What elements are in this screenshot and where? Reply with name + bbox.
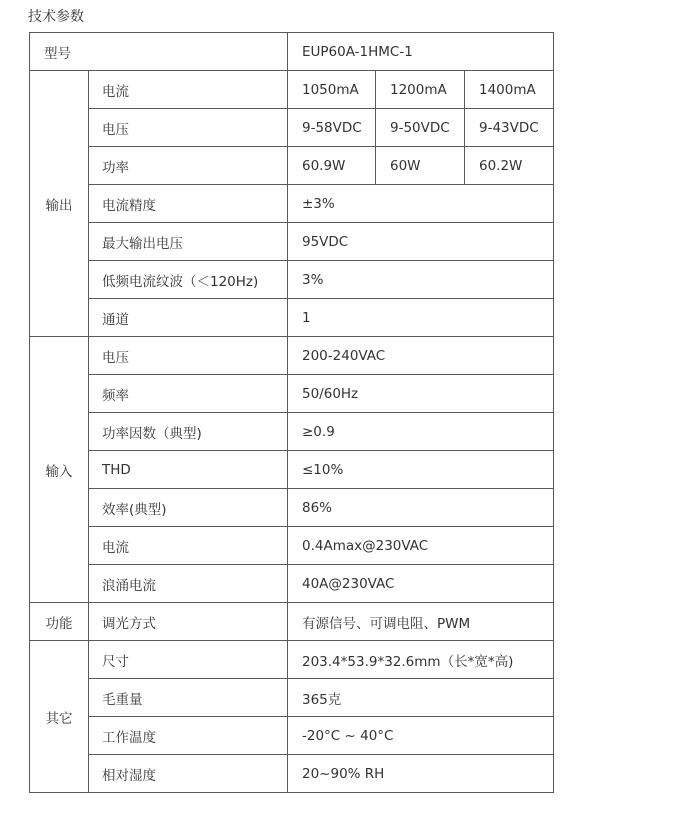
row-label: 低频电流纹波（＜120Hz) [89,261,288,299]
row-label: 电流精度 [89,185,288,223]
table-row [30,679,554,717]
row-label: 调光方式 [89,603,288,641]
table-row [30,565,554,603]
cell-value: 20~90% RH [288,755,554,793]
table-row [30,375,554,413]
row-label: 功率因数（典型) [89,413,288,451]
cell-value: 203.4*53.9*32.6mm（长*宽*高) [288,641,554,679]
cell-value: 60.9W [288,147,376,185]
cell-value: 0.4Amax@230VAC [288,527,554,565]
table-row [30,261,554,299]
row-label: 电流 [89,71,288,109]
row-label: 电流 [89,527,288,565]
cell-value: 86% [288,489,554,527]
row-label: 最大输出电压 [89,223,288,261]
table-row [30,527,554,565]
cell-value: 3% [288,261,554,299]
model-value: EUP60A-1HMC-1 [288,33,554,71]
group-label-input: 输入 [30,337,89,603]
row-label: 尺寸 [89,641,288,679]
cell-value: 200-240VAC [288,337,554,375]
table-row [30,489,554,527]
row-label: 通道 [89,299,288,337]
table-row [30,413,554,451]
table-row [30,337,554,375]
table-row [30,185,554,223]
cell-value: 60W [376,147,465,185]
cell-value: 1050mA [288,71,376,109]
cell-value: 50/60Hz [288,375,554,413]
table-row [30,109,554,147]
group-label-output: 输出 [30,71,89,337]
row-label: 电压 [89,337,288,375]
cell-value: 365克 [288,679,554,717]
table-row [30,147,554,185]
row-label: THD [89,451,288,489]
cell-value: 9-58VDC [288,109,376,147]
row-label: 工作温度 [89,717,288,755]
cell-value: 9-50VDC [376,109,465,147]
table-row [30,755,554,793]
table-row [30,641,554,679]
row-label: 频率 [89,375,288,413]
cell-value: ≥0.9 [288,413,554,451]
row-label: 毛重量 [89,679,288,717]
table-row [30,71,554,109]
row-label: 浪涌电流 [89,565,288,603]
cell-value: 有源信号、可调电阻、PWM [288,603,554,641]
cell-value: -20°C ~ 40°C [288,717,554,755]
group-label-other: 其它 [30,641,89,793]
cell-value: ±3% [288,185,554,223]
model-label: 型号 [30,33,288,71]
cell-value: 9-43VDC [465,109,554,147]
table-row [30,299,554,337]
row-label: 电压 [89,109,288,147]
spec-table [29,32,554,793]
table-row [30,33,554,71]
group-label-function: 功能 [30,603,89,641]
row-label: 效率(典型) [89,489,288,527]
cell-value: 95VDC [288,223,554,261]
cell-value: 40A@230VAC [288,565,554,603]
row-label: 功率 [89,147,288,185]
table-row [30,603,554,641]
cell-value: 60.2W [465,147,554,185]
cell-value: ≤10% [288,451,554,489]
cell-value: 1400mA [465,71,554,109]
cell-value: 1 [288,299,554,337]
row-label: 相对湿度 [89,755,288,793]
table-row [30,223,554,261]
page-heading: 技术参数 [28,9,84,25]
cell-value: 1200mA [376,71,465,109]
table-row [30,717,554,755]
table-row [30,451,554,489]
